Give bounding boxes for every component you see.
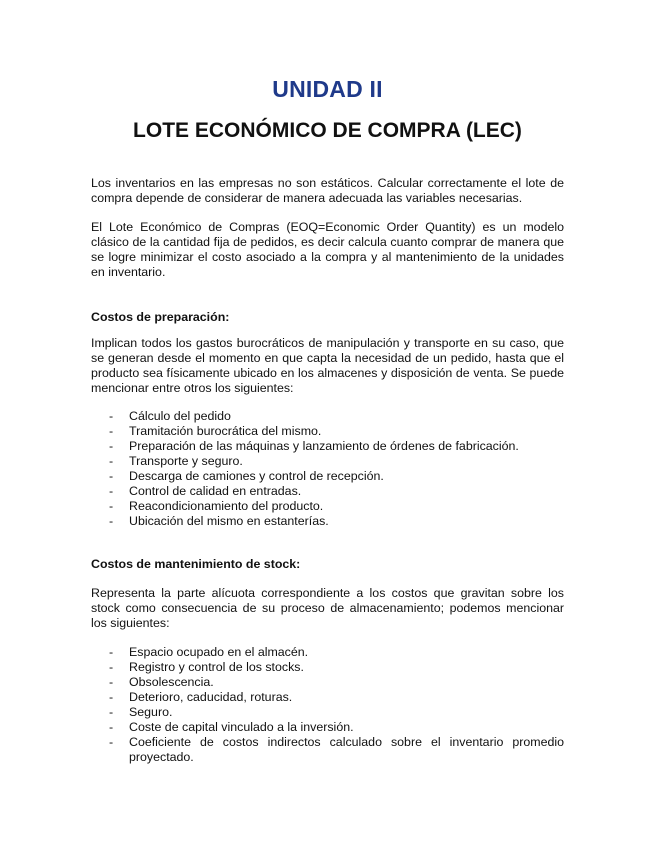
list-item <box>109 499 564 514</box>
bullet-dash: - <box>109 720 114 734</box>
maintenance-paragraph: Representa la parte alícuota correspondiente a los costos que gravitan sobre los stock como consecuencia de su proceso de almacenamiento; podemos mencionar los siguientes: <box>91 586 564 630</box>
bullet-dash: - <box>109 675 114 689</box>
bullet-dash: - <box>109 409 114 423</box>
list-item <box>109 409 564 424</box>
bullet-dash: - <box>109 735 114 749</box>
intro-paragraph-1: Los inventarios en las empresas no son estáticos. Calcular correctamente el lote de compra depende de considerar de manera adecuada las variables necesarias. <box>91 176 564 205</box>
unit-title: UNIDAD II <box>272 76 383 102</box>
list-item-text: Seguro. <box>129 705 173 719</box>
list-item-text: Control de calidad en entradas. <box>129 484 302 498</box>
list-item-text: Espacio ocupado en el almacén. <box>129 645 309 659</box>
list-item-text: Tramitación burocrática del mismo. <box>129 424 322 438</box>
bullet-dash: - <box>109 514 114 528</box>
list-item <box>109 514 564 529</box>
bullet-dash: - <box>109 499 114 513</box>
list-item-text: Ubicación del mismo en estanterías. <box>129 514 329 528</box>
list-item <box>109 705 564 720</box>
maintenance-heading: Costos de mantenimiento de stock: <box>91 557 301 571</box>
list-item-text: Obsolescencia. <box>129 675 214 689</box>
list-item-text: Reacondicionamiento del producto. <box>129 499 324 513</box>
maintenance-list <box>109 645 564 765</box>
main-title: LOTE ECONÓMICO DE COMPRA (LEC) <box>133 119 522 142</box>
list-item-text: Registro y control de los stocks. <box>129 660 304 674</box>
bullet-dash: - <box>109 660 114 674</box>
list-item <box>109 424 564 439</box>
list-item <box>109 454 564 469</box>
list-item <box>109 690 564 705</box>
preparation-list <box>109 409 564 529</box>
list-item <box>109 469 564 484</box>
preparation-heading: Costos de preparación: <box>91 310 230 324</box>
bullet-dash: - <box>109 705 114 719</box>
list-item-text: Coeficiente de costos indirectos calculado sobre el inventario promedio proyectado. <box>129 735 564 764</box>
intro-paragraph-2: El Lote Económico de Compras (EOQ=Economic Order Quantity) es un modelo clásico de la cantidad fija de pedidos, es decir calcula cuanto comprar de manera que se logre minimizar el costo asociado a la compra y al mantenimiento de la unidades en inventario. <box>91 220 564 279</box>
list-item <box>109 675 564 690</box>
list-item-text: Preparación de las máquinas y lanzamiento de órdenes de fabricación. <box>129 439 519 453</box>
list-item <box>109 484 564 499</box>
bullet-dash: - <box>109 690 114 704</box>
list-item-text: Transporte y seguro. <box>129 454 243 468</box>
bullet-dash: - <box>109 424 114 438</box>
preparation-paragraph: Implican todos los gastos burocráticos de manipulación y transporte en su caso, que se generan desde el momento en que capta la necesidad de un pedido, hasta que el producto sea físicamente ubicado en los almacenes y disposición de venta. Se puede mencionar entre otros los siguientes: <box>91 336 564 395</box>
list-item <box>109 720 564 735</box>
bullet-dash: - <box>109 439 114 453</box>
bullet-dash: - <box>109 454 114 468</box>
list-item <box>109 735 564 765</box>
list-item-text: Deterioro, caducidad, roturas. <box>129 690 293 704</box>
list-item <box>109 660 564 675</box>
bullet-dash: - <box>109 484 114 498</box>
list-item <box>109 645 564 660</box>
bullet-dash: - <box>109 645 114 659</box>
list-item <box>109 439 564 454</box>
list-item-text: Descarga de camiones y control de recepción. <box>129 469 384 483</box>
bullet-dash: - <box>109 469 114 483</box>
list-item-text: Coste de capital vinculado a la inversión. <box>129 720 354 734</box>
list-item-text: Cálculo del pedido <box>129 409 231 423</box>
